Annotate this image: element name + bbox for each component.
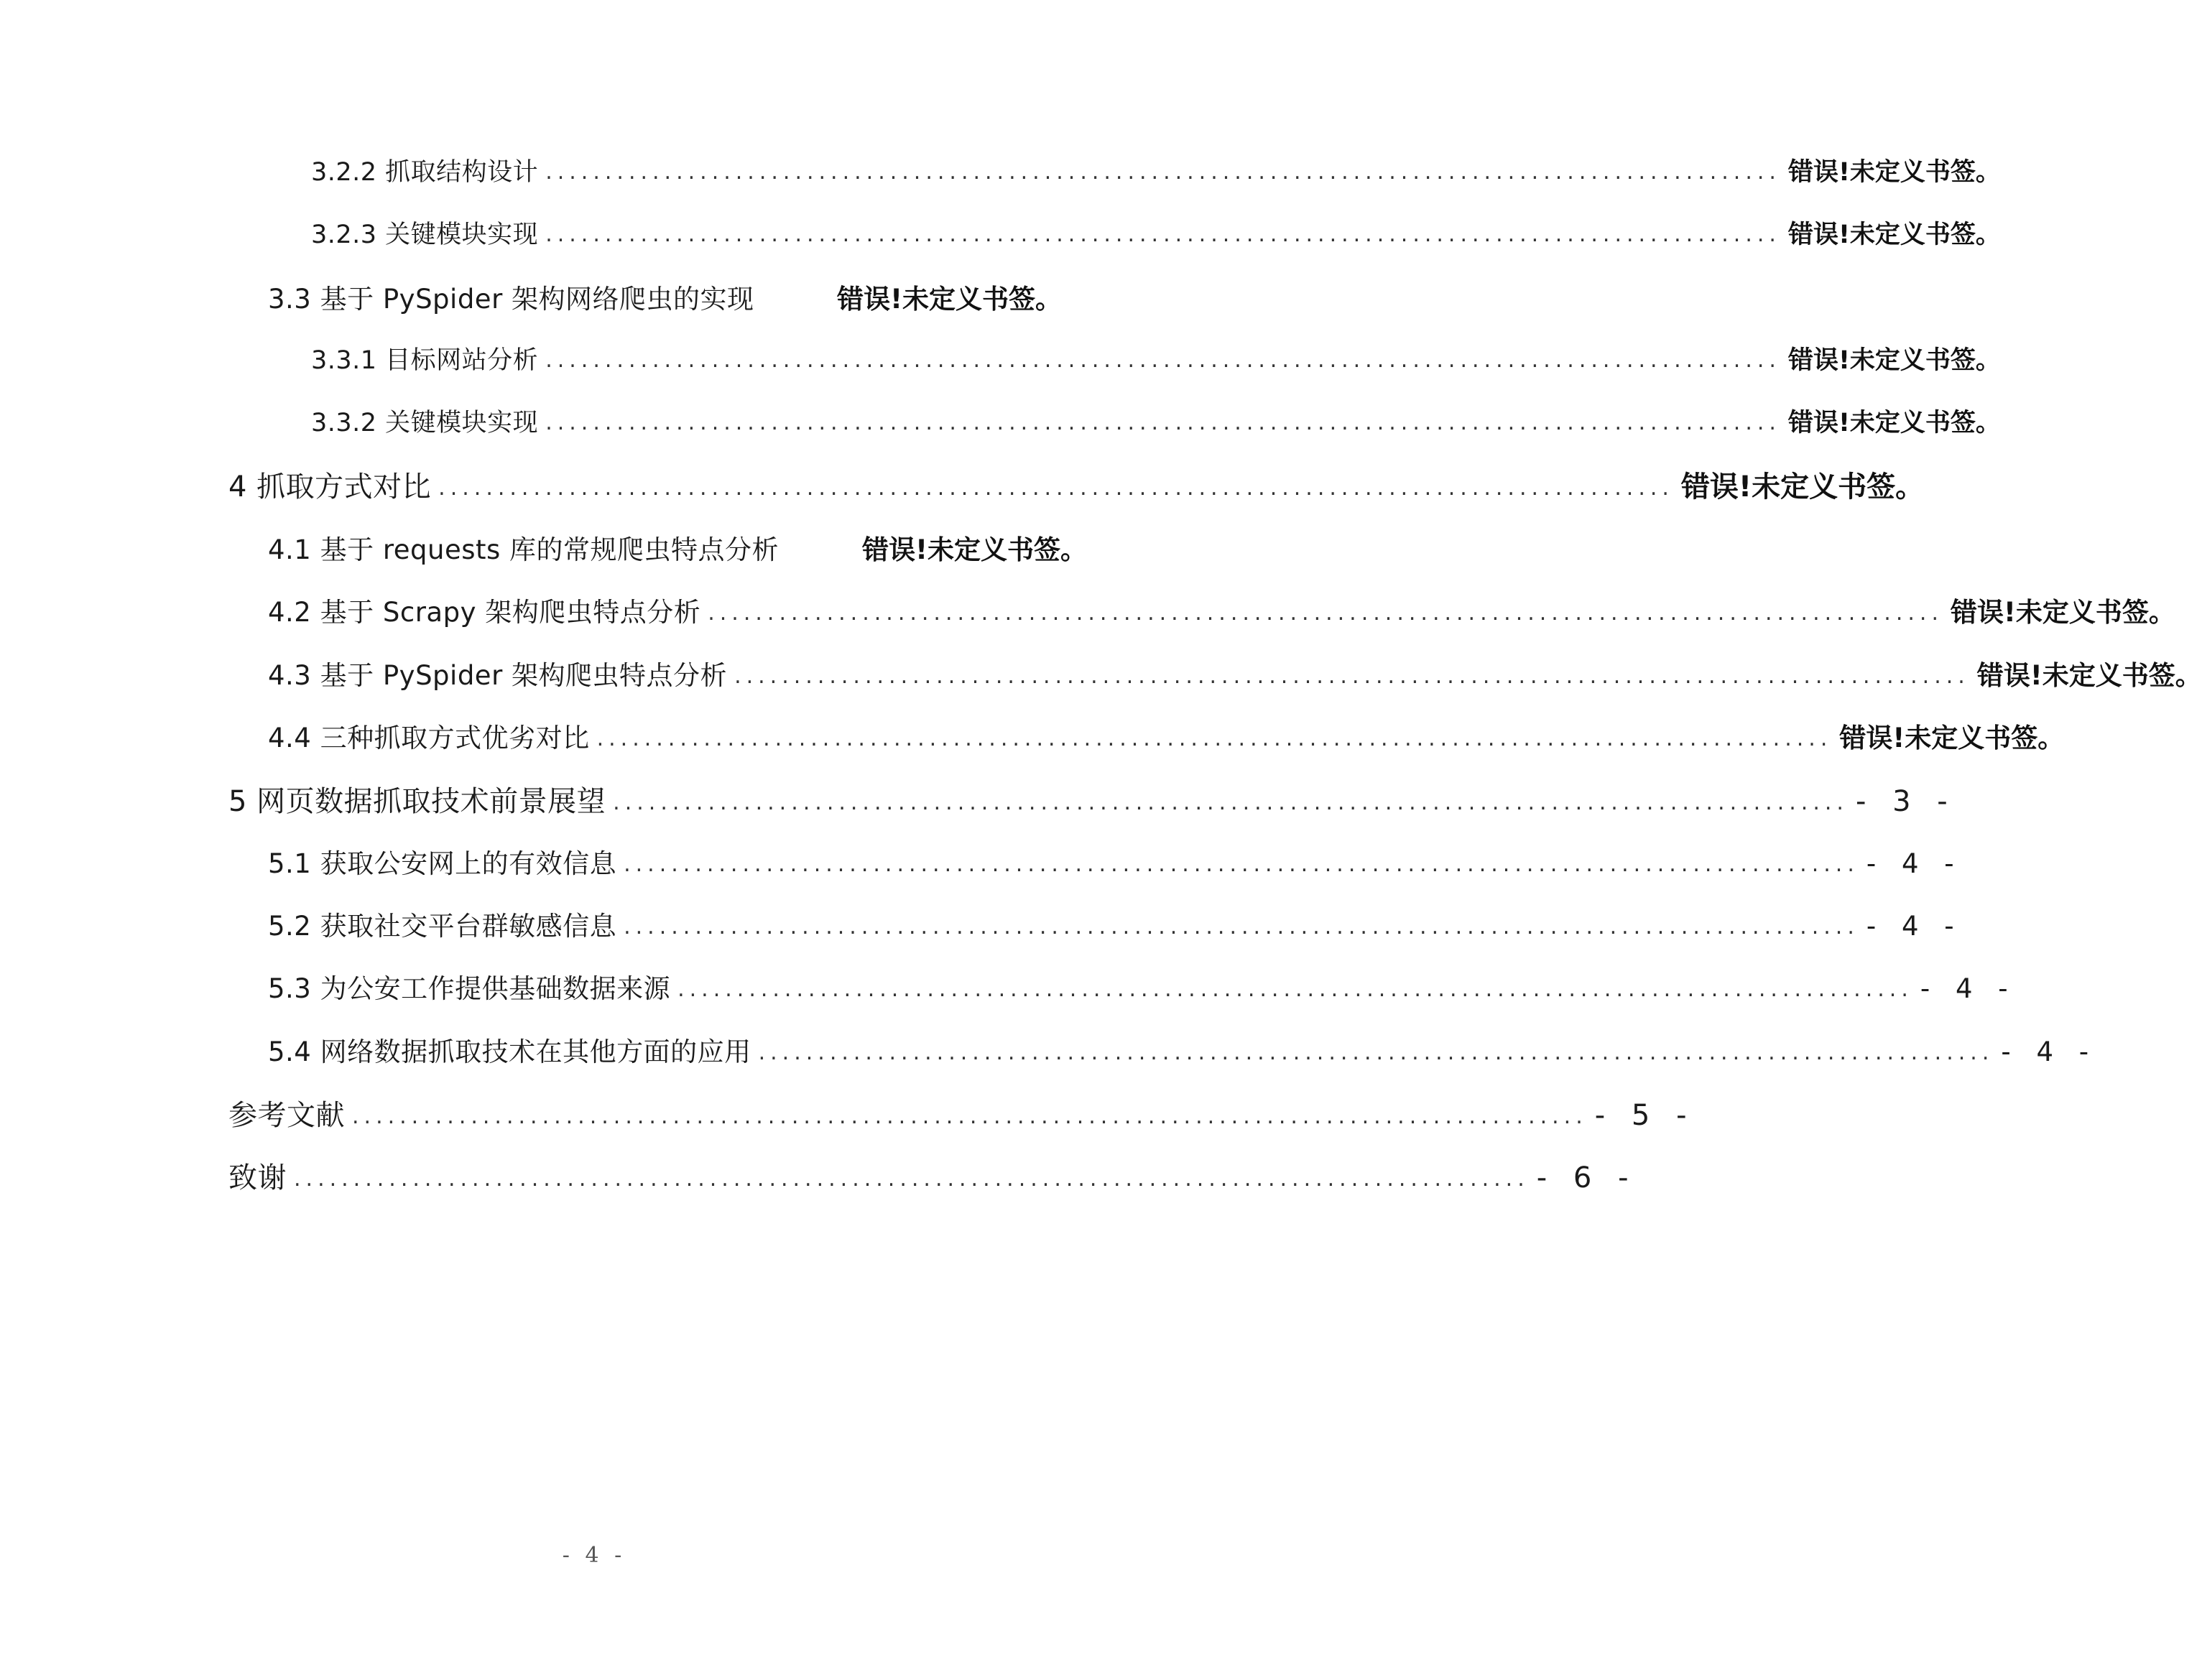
dot-leader: ........................................................................................................ xyxy=(596,726,1833,751)
toc-entry-title: 3.3.1 目标网站分析 xyxy=(311,346,539,375)
dot-leader: ........................................................................................................ xyxy=(758,1040,1994,1065)
toc-entry[interactable] xyxy=(268,716,2065,759)
toc-entry-title: 4.2 基于 Scrapy 架构爬虫特点分析 xyxy=(268,597,701,628)
toc-entry[interactable] xyxy=(268,528,1087,571)
toc-entry-title: 4.3 基于 PySpider 架构爬虫特点分析 xyxy=(268,660,728,691)
toc-entry[interactable] xyxy=(268,904,1963,947)
toc-page-ref: 错误!未定义书签。 xyxy=(1976,660,2202,691)
toc-page-ref: 错误!未定义书签。 xyxy=(1951,597,2175,628)
toc-page-ref: - 4 - xyxy=(1920,973,2017,1004)
dot-leader: ........................................................................................................ xyxy=(734,664,1970,689)
toc-entry-title: 5 网页数据抓取技术前景展望 xyxy=(228,785,606,818)
toc-entry-title: 4.4 三种抓取方式优劣对比 xyxy=(268,723,590,753)
toc-page-ref: 错误!未定义书签。 xyxy=(837,284,1062,315)
toc-entry-title: 5.2 获取社交平台群敏感信息 xyxy=(268,911,617,942)
dot-leader: ........................................................................................................ xyxy=(624,852,1859,877)
toc-entry[interactable] xyxy=(228,1092,1696,1136)
toc-entry[interactable] xyxy=(268,967,2017,1010)
toc-entry[interactable] xyxy=(268,654,2202,697)
toc-entry[interactable] xyxy=(268,1030,2098,1073)
toc-page-ref: - 3 - xyxy=(1855,785,1956,818)
toc-entry-title: 参考文献 xyxy=(228,1099,345,1132)
toc-entry[interactable] xyxy=(228,1155,1637,1198)
toc-page-ref: 错误!未定义书签。 xyxy=(1787,158,2001,187)
dot-leader: ........................................................................................................ xyxy=(677,977,1913,1002)
toc-page-ref: 错误!未定义书签。 xyxy=(1839,723,2065,753)
toc-entry-title: 4 抓取方式对比 xyxy=(228,470,432,503)
toc-entry[interactable] xyxy=(268,590,2175,634)
dot-leader: ........................................................................................................ xyxy=(545,222,1781,247)
toc-entry[interactable] xyxy=(311,403,2001,446)
toc-page-ref: - 4 - xyxy=(2001,1036,2098,1067)
toc-entry[interactable] xyxy=(311,152,2001,195)
toc-entry-title: 3.2.2 抓取结构设计 xyxy=(311,158,539,187)
toc-page-ref: 错误!未定义书签。 xyxy=(1787,409,2001,437)
dot-leader: ........................................................................................................ xyxy=(545,410,1781,435)
toc-page-ref: - 6 - xyxy=(1536,1161,1637,1194)
toc-entry[interactable] xyxy=(228,464,1925,507)
toc-entry[interactable] xyxy=(228,779,1956,822)
dot-leader: ........................................................................................................ xyxy=(294,1166,1530,1192)
toc-page-ref: - 4 - xyxy=(1866,848,1963,879)
page-number: - 4 - xyxy=(562,1543,626,1568)
dot-leader: ........................................................................................................ xyxy=(438,475,1674,501)
toc-page-ref: 错误!未定义书签。 xyxy=(1787,221,2001,249)
toc-entry-title: 5.4 网络数据抓取技术在其他方面的应用 xyxy=(268,1036,751,1067)
toc-entry-title: 3.3 基于 PySpider 架构网络爬虫的实现 xyxy=(268,284,754,315)
dot-leader: ........................................................................................................ xyxy=(352,1104,1588,1129)
dot-leader: ........................................................................................................ xyxy=(708,600,1943,626)
dot-leader: ........................................................................................................ xyxy=(545,348,1781,373)
toc-page-ref: 错误!未定义书签。 xyxy=(1680,470,1925,503)
dot-leader: ........................................................................................................ xyxy=(613,790,1849,815)
toc-entry-title: 3.2.3 关键模块实现 xyxy=(311,221,539,249)
toc-entry-title: 致谢 xyxy=(228,1161,287,1194)
toc-entry[interactable] xyxy=(311,340,2001,384)
toc-page-ref: 错误!未定义书签。 xyxy=(1787,346,2001,375)
toc-entry[interactable] xyxy=(268,842,1963,885)
toc-entry-title: 5.1 获取公安网上的有效信息 xyxy=(268,848,617,879)
toc-entry-title: 5.3 为公安工作提供基础数据来源 xyxy=(268,973,671,1004)
dot-leader: ........................................................................................................ xyxy=(624,914,1859,939)
toc-page-ref: 错误!未定义书签。 xyxy=(862,534,1087,565)
toc-page-ref: - 5 - xyxy=(1594,1099,1696,1132)
toc-entry-title: 4.1 基于 requests 库的常规爬虫特点分析 xyxy=(268,534,780,565)
toc-entry-title: 3.3.2 关键模块实现 xyxy=(311,409,539,437)
toc-entry[interactable] xyxy=(311,215,2001,258)
dot-leader: ........................................................................................................ xyxy=(545,159,1781,185)
toc-page-ref: - 4 - xyxy=(1866,911,1963,942)
toc-entry[interactable] xyxy=(268,277,1062,320)
